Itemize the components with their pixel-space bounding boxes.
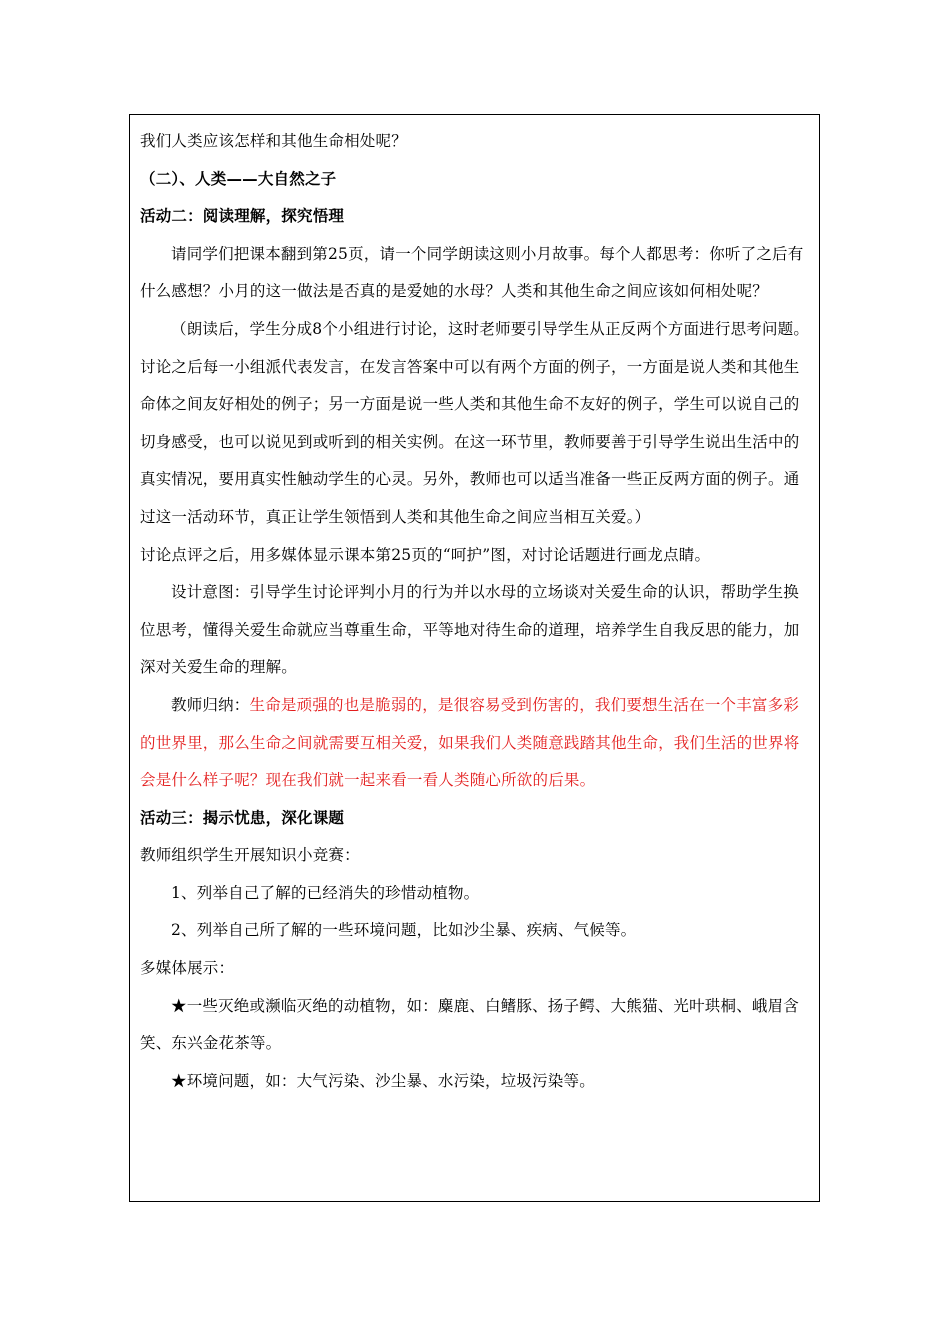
teacher-summary-label: 教师归纳： [171,695,250,714]
activity-three-heading: 活动三：揭示忧患，深化课题 [140,808,345,827]
activity-two-heading: 活动二：阅读理解，探究悟理 [140,207,345,226]
design-intent-paragraph: 设计意图：引导学生讨论评判小月的行为并以水母的立场谈对关爱生命的认识，帮助学生换位思考，懂得关爱生命就应当尊重生命，平等地对待生命的道理，培养学生自我反思的能力，加深对关爱生命的理解。 [140,583,800,677]
star-item-species: ★一些灭绝或濒临灭绝的动植物，如：麋鹿、白鳍豚、扬子鳄、大熊猫、光叶珙桐、峨眉含笑、东兴金花茶等。 [140,996,800,1053]
star-item-environment: ★环境问题，如：大气污染、沙尘暴、水污染，垃圾污染等。 [171,1071,595,1090]
list-item: 2、列举自己所了解的一些环境问题，比如沙尘暴、疾病、气候等。 [171,921,637,940]
discussion-paragraph: （朗读后，学生分成8个小组进行讨论，这时老师要引导学生从正反两个方面进行思考问题。讨论之后每一小组派代表发言，在发言答案中可以有两个方面的例子，一方面是说人类和其他生命体之间友好相处的例子；另一方面是说一些人类和其他生命不友好的例子，学生可以说自己的切身感受，也可以说见到或听到的相关实例。在这一环节里，教师要善于引导学生说出生活中的真实情况，要用真实性触动学生的心灵。另外，教师也可以适当准备一些正反两方面的例子。通过这一活动环节，真正让学生领悟到人类和其他生命之间应当相互关爱。） [140,319,810,526]
media-paragraph: 多媒体展示： [140,959,235,978]
review-paragraph: 讨论点评之后，用多媒体显示课本第25页的“呵护”图，对讨论话题进行画龙点睛。 [140,545,711,564]
question-paragraph: 我们人类应该怎样和其他生命相处呢？ [140,132,407,150]
section-heading: （二）、人类——大自然之子 [140,169,337,188]
list-item: 1、列举自己了解的已经消失的珍惜动植物。 [171,883,480,902]
lesson-table-cell [129,114,820,1202]
teacher-summary-paragraph [140,687,811,800]
teacher-summary-text: 生命是顽强的也是脆弱的，是很容易受到伤害的，我们要想生活在一个丰富多彩的世界里，那么生命之间就需要互相关爱，如果我们人类随意践踏其他生命，我们生活的世界将会是什么样子呢？现在我们就一起来看一看人类随心所欲的后果。 [140,695,800,790]
lesson-content [140,123,811,1100]
reading-paragraph: 请同学们把课本翻到第25页，请一个同学朗读这则小月故事。每个人都思考：你听了之后有什么感想？小月的这一做法是否真的是爱她的水母？人类和其他生命之间应该如何相处呢？ [140,244,804,301]
contest-paragraph: 教师组织学生开展知识小竞赛： [140,846,360,865]
